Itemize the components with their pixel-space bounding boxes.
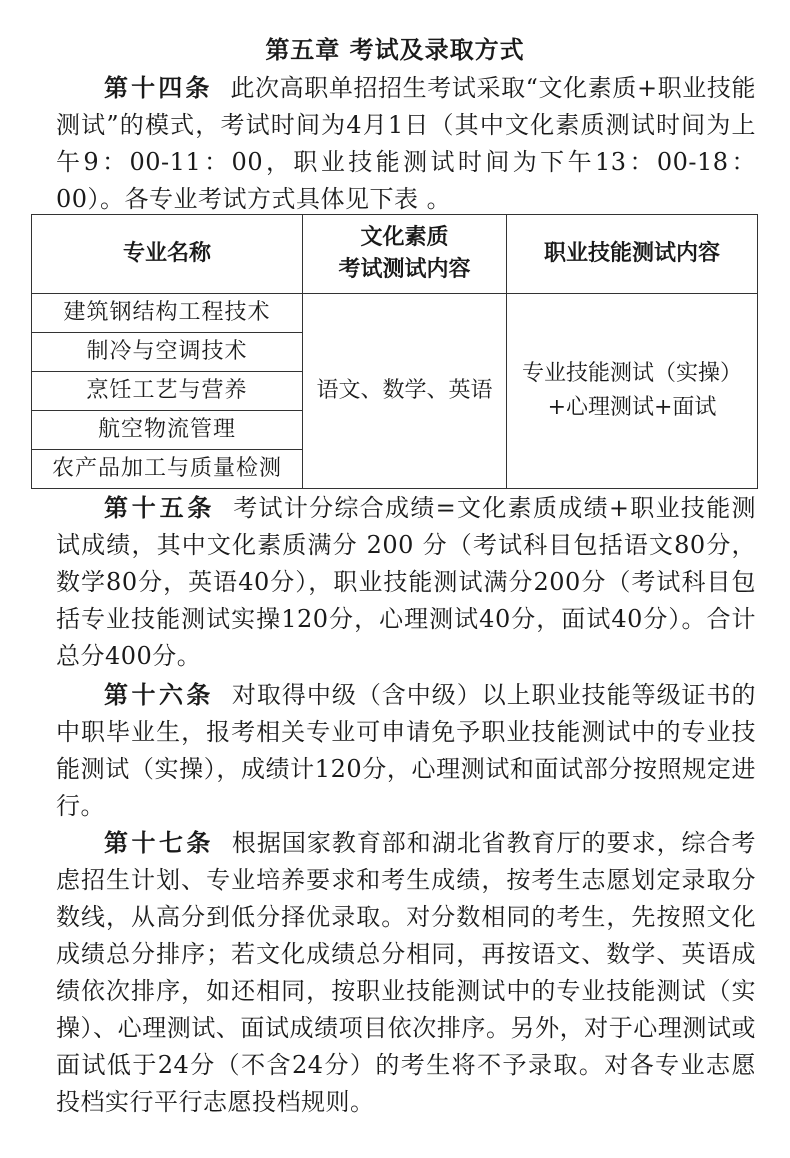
article-16-text: 对取得中级（含中级）以上职业技能等级证书的中职毕业生，报考相关专业可申请免予职业技能测试中的专业技能测试（实操），成绩计120分，心理测试和面试部分按照规定进行。 xyxy=(56,681,757,820)
article-14 xyxy=(56,70,756,218)
article-15 xyxy=(56,490,756,675)
article-17-label: 第十七条 xyxy=(104,829,214,857)
article-16-label: 第十六条 xyxy=(104,681,214,709)
skill-content-line1: 专业技能测试（实操） xyxy=(521,361,742,386)
header-skill: 职业技能测试内容 xyxy=(507,215,758,294)
table-header-row xyxy=(32,215,758,294)
culture-content-cell: 语文、数学、英语 xyxy=(303,294,507,489)
major-cell: 农产品加工与质量检测 xyxy=(32,450,303,489)
table-row xyxy=(32,294,758,333)
article-17-text: 根据国家教育部和湖北省教育厅的要求，综合考虑招生计划、专业培养要求和考生成绩，按考生志愿划定录取分数线，从高分到低分择优录取。对分数相同的考生，先按照文化成绩总分排序；若文化成绩总分相同，再按语文、数学、英语成绩依次排序，如还相同，按职业技能测试中的专业技能测试（实操）、心理测试、面试成绩项目依次排序。另外，对于心理测试或面试低于24分（不含24分）的考生将不予录取。对各专业志愿投档实行平行志愿投档规则。 xyxy=(56,829,757,1116)
major-cell: 烹饪工艺与营养 xyxy=(32,372,303,411)
exam-method-table xyxy=(31,214,758,489)
chapter-title: 第五章 考试及录取方式 xyxy=(265,36,525,64)
header-culture xyxy=(303,215,507,294)
major-cell: 制冷与空调技术 xyxy=(32,333,303,372)
article-15-label: 第十五条 xyxy=(104,494,216,522)
article-14-text: 此次高职单招招生考试采取“文化素质+职业技能测试”的模式，考试时间为4月1日（其中文化素质测试时间为上午9：00-11：00，职业技能测试时间为下午13：00-18：00）。各专业考试方式具体见下表 。 xyxy=(56,74,756,213)
article-14-label: 第十四条 xyxy=(104,74,213,102)
header-major: 专业名称 xyxy=(32,215,303,294)
article-17 xyxy=(56,825,756,1121)
skill-content-cell xyxy=(507,294,758,489)
article-16 xyxy=(56,677,756,825)
major-cell: 建筑钢结构工程技术 xyxy=(32,294,303,333)
article-15-text: 考试计分综合成绩=文化素质成绩+职业技能测试成绩，其中文化素质满分 200 分（考试科目包括语文80分，数学80分，英语40分），职业技能测试满分200分（考试科目包括专业技能测试实操120分，心理测试40分，面试40分）。合计总分400分。 xyxy=(56,494,757,670)
header-culture-line1: 文化素质 xyxy=(360,225,449,250)
skill-content-line2: +心理测试+面试 xyxy=(547,395,717,420)
header-culture-line2: 考试测试内容 xyxy=(338,257,471,282)
major-cell: 航空物流管理 xyxy=(32,411,303,450)
